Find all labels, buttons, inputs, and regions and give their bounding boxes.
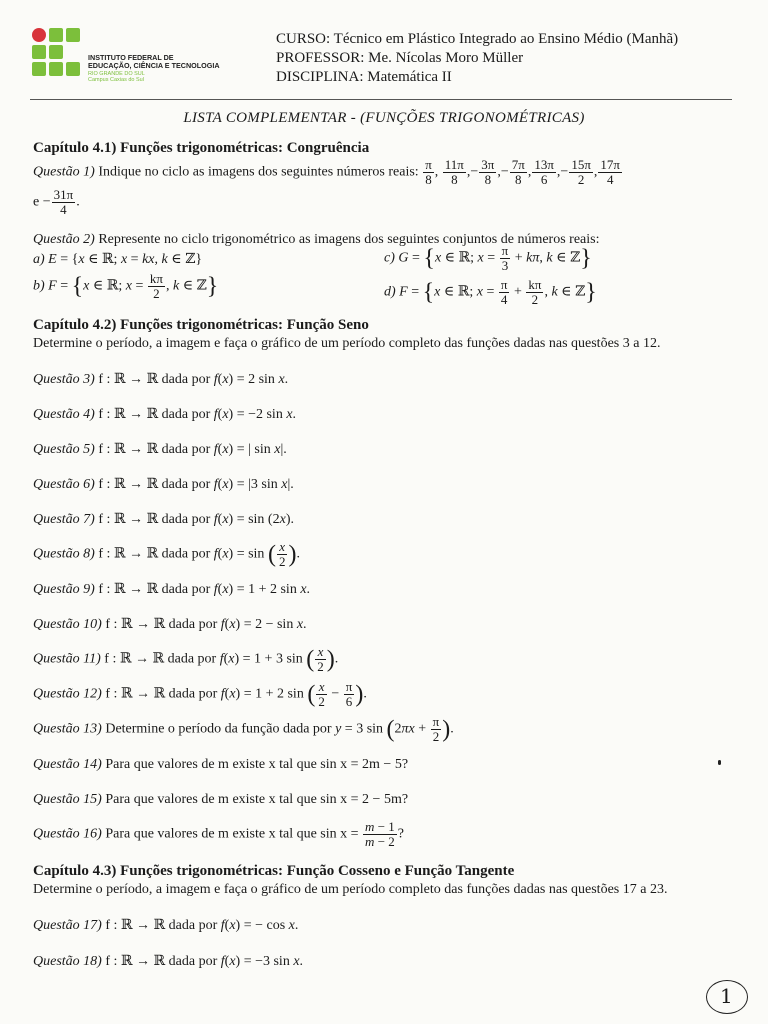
question-4: Questão 4) f : ℝ → ℝ dada por f(x) = −2 sin x. bbox=[33, 407, 297, 422]
institute-name: INSTITUTO FEDERAL DE EDUCAÇÃO, CIÊNCIA E TECNOLOGIA RIO GRANDE DO SUL Campus Caxias do Sul bbox=[88, 53, 220, 83]
chapter-4-1-heading: Capítulo 4.1) Funções trigonométricas: Congruência bbox=[33, 140, 370, 156]
chapter-4-2-intro: Determine o período, a imagem e faça o gráfico de um período completo das funções dadas nas questões 3 a 12. bbox=[33, 336, 661, 351]
question-16: Questão 16) Para que valores de m existe x tal que sin x = $\frac{m - 1}{m - 2}$ ? bbox=[33, 819, 404, 849]
course-header bbox=[276, 30, 678, 87]
question-12: Questão 12) f : ℝ → ℝ dada por f(x) = 1 + 2 sin ( $\frac{x}{2}$ − $\frac{\pi}{6}$ ). bbox=[33, 679, 367, 709]
course-line: CURSO: Técnico em Plástico Integrado ao Ensino Médio (Manhã) bbox=[276, 31, 679, 47]
question-6: Questão 6) f : ℝ → ℝ dada por f(x) = |3 sin x|. bbox=[33, 477, 294, 492]
question-3: Questão 3) f : ℝ → ℝ dada por f(x) = 2 sin x. bbox=[33, 372, 289, 387]
question-2b: b) F = {x ∈ ℝ; x = $\frac{k\pi}{2}$ , k ∈ ℤ} bbox=[33, 271, 219, 301]
question-2c: c) G = {x ∈ ℝ; x = $\frac{\pi}{3}$ + kπ, k ∈ ℤ} bbox=[384, 243, 592, 273]
question-1: Questão 1) Indique no ciclo as imagens dos seguintes números reais: $\frac{\pi}{8}$ , $\frac{11\pi}{8}$ ,− $\frac{3\pi}{8}$ ,− $\frac{7\pi}{8}$ , $\frac{13\pi}{6}$ ,− $\frac{15\pi}{2}$ , $\frac{17\pi}{4}$ bbox=[33, 157, 620, 187]
chapter-4-3-heading: Capítulo 4.3) Funções trigonométricas: Função Cosseno e Função Tangente bbox=[33, 863, 515, 879]
question-2a: a) E = {x ∈ ℝ; x = kx, k ∈ ℤ} bbox=[33, 252, 203, 267]
question-10: Questão 10) f : ℝ → ℝ dada por f(x) = 2 − sin x. bbox=[33, 617, 307, 632]
discipline-line: DISCIPLINA: Matemática II bbox=[276, 69, 452, 85]
page-title: LISTA COMPLEMENTAR - (FUNÇÕES TRIGONOMÉTRICAS) bbox=[183, 110, 585, 126]
question-5: Questão 5) f : ℝ → ℝ dada por f(x) = | sin x|. bbox=[33, 442, 287, 457]
question-18: Questão 18) f : ℝ → ℝ dada por f(x) = −3 sin x. bbox=[33, 954, 304, 969]
chapter-4-2-heading: Capítulo 4.2) Funções trigonométricas: Função Seno bbox=[33, 317, 369, 333]
question-14: Questão 14) Para que valores de m existe x tal que sin x = 2m − 5? bbox=[33, 757, 409, 772]
question-15: Questão 15) Para que valores de m existe x tal que sin x = 2 − 5m? bbox=[33, 792, 409, 807]
logo-red-circle bbox=[32, 28, 46, 42]
question-1-cont: e − $\frac{31\pi}{4}$ . bbox=[33, 187, 80, 217]
institute-logo bbox=[32, 28, 232, 88]
question-13: Questão 13) Determine o período da função dada por y = 3 sin (2πx + $\frac{\pi}{2}$ ). bbox=[33, 714, 454, 744]
stray-mark bbox=[718, 760, 721, 765]
question-7: Questão 7) f : ℝ → ℝ dada por f(x) = sin (2x). bbox=[33, 512, 294, 527]
chapter-4-3-intro: Determine o período, a imagem e faça o gráfico de um período completo das funções dadas nas questões 17 a 23. bbox=[33, 882, 668, 897]
question-2: Questão 2) Represente no ciclo trigonométrico as imagens dos seguintes conjuntos de números reais: bbox=[33, 232, 600, 247]
page-number: 1 bbox=[720, 984, 733, 1008]
professor-line: PROFESSOR: Me. Nícolas Moro Müller bbox=[276, 50, 524, 66]
question-2d: d) F = {x ∈ ℝ; x = $\frac{\pi}{4}$ + $\frac{k\pi}{2}$ , k ∈ ℤ} bbox=[384, 277, 597, 307]
question-9: Questão 9) f : ℝ → ℝ dada por f(x) = 1 + 2 sin x. bbox=[33, 582, 311, 597]
question-17: Questão 17) f : ℝ → ℝ dada por f(x) = − cos x. bbox=[33, 918, 299, 933]
header-divider bbox=[30, 99, 732, 100]
question-8: Questão 8) f : ℝ → ℝ dada por f(x) = sin ( $\frac{x}{2}$ ). bbox=[33, 539, 300, 569]
question-11: Questão 11) f : ℝ → ℝ dada por f(x) = 1 + 3 sin ( $\frac{x}{2}$ ). bbox=[33, 644, 339, 674]
